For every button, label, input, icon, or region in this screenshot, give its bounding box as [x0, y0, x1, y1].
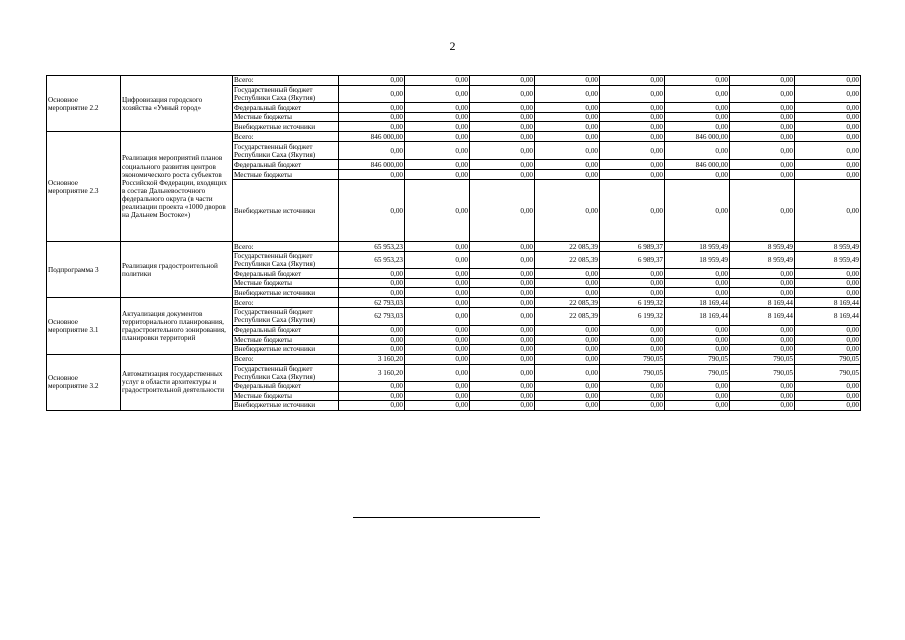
amount-cell: 18 169,44 — [665, 298, 730, 308]
amount-cell: 0,00 — [600, 86, 665, 103]
amount-cell: 0,00 — [405, 288, 470, 298]
funding-source-total: Всего: — [233, 132, 339, 142]
amount-cell: 6 989,37 — [600, 242, 665, 252]
table-row — [47, 76, 861, 86]
amount-cell: 0,00 — [795, 325, 861, 335]
amount-cell: 0,00 — [339, 170, 405, 180]
table-row — [47, 132, 861, 142]
measure-code: Подпрограмма 3 — [47, 242, 121, 298]
amount-cell: 0,00 — [535, 122, 600, 132]
amount-cell: 0,00 — [470, 381, 535, 391]
amount-cell: 0,00 — [535, 86, 600, 103]
amount-cell: 0,00 — [470, 76, 535, 86]
amount-cell: 0,00 — [730, 180, 795, 242]
amount-cell: 62 793,03 — [339, 308, 405, 325]
amount-cell: 6 989,37 — [600, 252, 665, 269]
amount-cell: 0,00 — [470, 269, 535, 279]
amount-cell: 790,05 — [730, 354, 795, 364]
amount-cell: 0,00 — [339, 325, 405, 335]
amount-cell: 0,00 — [535, 325, 600, 335]
amount-cell: 0,00 — [665, 335, 730, 344]
amount-cell: 0,00 — [600, 269, 665, 279]
funding-source-extra-budgetary: Внебюджетные источники — [233, 180, 339, 242]
amount-cell: 0,00 — [535, 180, 600, 242]
page-number: 2 — [449, 39, 456, 53]
amount-cell: 0,00 — [339, 344, 405, 354]
amount-cell: 0,00 — [470, 242, 535, 252]
amount-cell: 0,00 — [795, 335, 861, 344]
amount-cell: 0,00 — [339, 142, 405, 160]
amount-cell: 0,00 — [535, 113, 600, 122]
amount-cell: 0,00 — [795, 344, 861, 354]
amount-cell: 0,00 — [339, 288, 405, 298]
measure-title: Актуализация документов территориального планирования, градостроительного зонирования, планировки территорий — [121, 298, 233, 354]
amount-cell: 0,00 — [405, 122, 470, 132]
amount-cell: 0,00 — [535, 103, 600, 113]
amount-cell: 0,00 — [470, 335, 535, 344]
amount-cell: 0,00 — [405, 76, 470, 86]
measure-title: Автоматизация государственных услуг в области архитектуры и градостроительной деятельности — [121, 354, 233, 410]
amount-cell: 0,00 — [730, 122, 795, 132]
amount-cell: 0,00 — [730, 279, 795, 288]
amount-cell: 0,00 — [665, 170, 730, 180]
amount-cell: 0,00 — [665, 269, 730, 279]
amount-cell: 790,05 — [600, 354, 665, 364]
amount-cell: 0,00 — [600, 113, 665, 122]
amount-cell: 0,00 — [600, 288, 665, 298]
amount-cell: 0,00 — [665, 180, 730, 242]
amount-cell: 0,00 — [339, 113, 405, 122]
amount-cell: 0,00 — [600, 335, 665, 344]
amount-cell: 0,00 — [339, 269, 405, 279]
amount-cell: 0,00 — [339, 86, 405, 103]
amount-cell: 0,00 — [405, 400, 470, 410]
amount-cell: 0,00 — [665, 288, 730, 298]
measure-code: Основное мероприятие 2.3 — [47, 132, 121, 242]
measure-title: Реализация градостроительной политики — [121, 242, 233, 298]
amount-cell: 0,00 — [600, 103, 665, 113]
amount-cell: 0,00 — [470, 354, 535, 364]
amount-cell: 0,00 — [795, 142, 861, 160]
amount-cell: 0,00 — [730, 269, 795, 279]
amount-cell: 0,00 — [730, 381, 795, 391]
amount-cell: 0,00 — [470, 86, 535, 103]
amount-cell: 0,00 — [405, 132, 470, 142]
funding-source-federal-budget: Федеральный бюджет — [233, 325, 339, 335]
amount-cell: 0,00 — [405, 381, 470, 391]
amount-cell: 0,00 — [535, 364, 600, 381]
amount-cell: 0,00 — [730, 170, 795, 180]
amount-cell: 0,00 — [665, 391, 730, 400]
amount-cell: 8 959,49 — [730, 252, 795, 269]
amount-cell: 0,00 — [405, 391, 470, 400]
amount-cell: 0,00 — [665, 122, 730, 132]
amount-cell: 0,00 — [470, 308, 535, 325]
amount-cell: 0,00 — [470, 180, 535, 242]
funding-source-federal-budget: Федеральный бюджет — [233, 381, 339, 391]
funding-source-regional-budget: Государственный бюджет Республики Саха (Якутия) — [233, 364, 339, 381]
amount-cell: 8 169,44 — [795, 298, 861, 308]
amount-cell: 0,00 — [535, 132, 600, 142]
amount-cell: 0,00 — [665, 142, 730, 160]
amount-cell: 0,00 — [730, 86, 795, 103]
amount-cell: 790,05 — [795, 364, 861, 381]
amount-cell: 0,00 — [795, 180, 861, 242]
amount-cell: 0,00 — [405, 180, 470, 242]
amount-cell: 0,00 — [795, 76, 861, 86]
amount-cell: 22 085,39 — [535, 242, 600, 252]
amount-cell: 0,00 — [535, 391, 600, 400]
amount-cell: 0,00 — [470, 391, 535, 400]
amount-cell: 0,00 — [405, 298, 470, 308]
funding-source-extra-budgetary: Внебюджетные источники — [233, 344, 339, 354]
measure-code: Основное мероприятие 3.2 — [47, 354, 121, 410]
amount-cell: 0,00 — [535, 76, 600, 86]
funding-source-total: Всего: — [233, 354, 339, 364]
amount-cell: 0,00 — [470, 279, 535, 288]
amount-cell: 0,00 — [795, 381, 861, 391]
amount-cell: 0,00 — [600, 132, 665, 142]
amount-cell: 0,00 — [405, 113, 470, 122]
amount-cell: 0,00 — [730, 344, 795, 354]
amount-cell: 0,00 — [339, 279, 405, 288]
funding-source-regional-budget: Государственный бюджет Республики Саха (Якутия) — [233, 308, 339, 325]
amount-cell: 0,00 — [470, 364, 535, 381]
amount-cell: 0,00 — [470, 400, 535, 410]
amount-cell: 0,00 — [730, 113, 795, 122]
amount-cell: 846 000,00 — [665, 160, 730, 170]
funding-source-total: Всего: — [233, 242, 339, 252]
funding-source-total: Всего: — [233, 298, 339, 308]
amount-cell: 18 959,49 — [665, 242, 730, 252]
amount-cell: 790,05 — [730, 364, 795, 381]
amount-cell: 0,00 — [470, 325, 535, 335]
funding-source-local-budgets: Местные бюджеты — [233, 335, 339, 344]
measure-title: Реализация мероприятий планов социального развития центров экономического роста субъектов Российской Федерации, входящих в состав Дальневосточного федерального округа (в части реализации проекта «1000 дворов на Дальнем Востоке») — [121, 132, 233, 242]
amount-cell: 0,00 — [470, 170, 535, 180]
footer-separator-line — [353, 517, 540, 518]
amount-cell: 0,00 — [730, 335, 795, 344]
amount-cell: 22 085,39 — [535, 252, 600, 269]
amount-cell: 790,05 — [600, 364, 665, 381]
amount-cell: 0,00 — [470, 113, 535, 122]
amount-cell: 62 793,03 — [339, 298, 405, 308]
amount-cell: 0,00 — [470, 142, 535, 160]
amount-cell: 0,00 — [405, 308, 470, 325]
amount-cell: 22 085,39 — [535, 308, 600, 325]
amount-cell: 0,00 — [730, 132, 795, 142]
amount-cell: 3 160,20 — [339, 364, 405, 381]
table-row — [47, 298, 861, 308]
amount-cell: 0,00 — [600, 325, 665, 335]
amount-cell: 0,00 — [405, 86, 470, 103]
amount-cell: 0,00 — [535, 288, 600, 298]
amount-cell: 0,00 — [600, 400, 665, 410]
amount-cell: 846 000,00 — [339, 160, 405, 170]
amount-cell: 0,00 — [405, 170, 470, 180]
amount-cell: 790,05 — [665, 354, 730, 364]
amount-cell: 8 959,49 — [795, 242, 861, 252]
funding-source-local-budgets: Местные бюджеты — [233, 279, 339, 288]
funding-source-total: Всего: — [233, 76, 339, 86]
amount-cell: 8 169,44 — [730, 308, 795, 325]
amount-cell: 0,00 — [665, 325, 730, 335]
amount-cell: 790,05 — [795, 354, 861, 364]
amount-cell: 0,00 — [665, 400, 730, 410]
amount-cell: 0,00 — [730, 325, 795, 335]
amount-cell: 0,00 — [795, 122, 861, 132]
funding-source-regional-budget: Государственный бюджет Республики Саха (Якутия) — [233, 86, 339, 103]
amount-cell: 0,00 — [339, 391, 405, 400]
amount-cell: 0,00 — [795, 113, 861, 122]
amount-cell: 0,00 — [535, 142, 600, 160]
amount-cell: 0,00 — [339, 103, 405, 113]
amount-cell: 0,00 — [600, 279, 665, 288]
amount-cell: 0,00 — [405, 252, 470, 269]
funding-source-extra-budgetary: Внебюджетные источники — [233, 400, 339, 410]
amount-cell: 0,00 — [730, 76, 795, 86]
measure-code: Основное мероприятие 3.1 — [47, 298, 121, 354]
amount-cell: 0,00 — [535, 160, 600, 170]
amount-cell: 0,00 — [339, 400, 405, 410]
amount-cell: 0,00 — [795, 391, 861, 400]
amount-cell: 0,00 — [730, 391, 795, 400]
funding-source-local-budgets: Местные бюджеты — [233, 113, 339, 122]
funding-source-federal-budget: Федеральный бюджет — [233, 269, 339, 279]
amount-cell: 0,00 — [470, 298, 535, 308]
amount-cell: 0,00 — [470, 344, 535, 354]
funding-source-regional-budget: Государственный бюджет Республики Саха (Якутия) — [233, 252, 339, 269]
amount-cell: 6 199,32 — [600, 298, 665, 308]
amount-cell: 0,00 — [795, 86, 861, 103]
amount-cell: 0,00 — [795, 269, 861, 279]
amount-cell: 0,00 — [339, 122, 405, 132]
amount-cell: 0,00 — [535, 354, 600, 364]
table-row — [47, 242, 861, 252]
funding-source-regional-budget: Государственный бюджет Республики Саха (Якутия) — [233, 142, 339, 160]
amount-cell: 0,00 — [600, 344, 665, 354]
amount-cell: 0,00 — [339, 76, 405, 86]
amount-cell: 0,00 — [405, 344, 470, 354]
amount-cell: 0,00 — [535, 279, 600, 288]
amount-cell: 0,00 — [405, 242, 470, 252]
budget-table — [46, 75, 861, 411]
amount-cell: 0,00 — [600, 170, 665, 180]
funding-source-federal-budget: Федеральный бюджет — [233, 160, 339, 170]
amount-cell: 0,00 — [535, 269, 600, 279]
amount-cell: 0,00 — [795, 170, 861, 180]
funding-source-local-budgets: Местные бюджеты — [233, 391, 339, 400]
amount-cell: 0,00 — [339, 335, 405, 344]
amount-cell: 0,00 — [470, 252, 535, 269]
funding-source-extra-budgetary: Внебюджетные источники — [233, 122, 339, 132]
measure-title: Цифровизация городского хозяйства «Умный город» — [121, 76, 233, 132]
amount-cell: 6 199,32 — [600, 308, 665, 325]
amount-cell: 0,00 — [405, 335, 470, 344]
amount-cell: 0,00 — [600, 391, 665, 400]
amount-cell: 0,00 — [730, 400, 795, 410]
amount-cell: 0,00 — [470, 288, 535, 298]
amount-cell: 0,00 — [730, 103, 795, 113]
amount-cell: 0,00 — [405, 142, 470, 160]
amount-cell: 18 959,49 — [665, 252, 730, 269]
amount-cell: 0,00 — [405, 364, 470, 381]
amount-cell: 8 169,44 — [730, 298, 795, 308]
amount-cell: 0,00 — [665, 279, 730, 288]
amount-cell: 0,00 — [665, 86, 730, 103]
table-row — [47, 354, 861, 364]
amount-cell: 0,00 — [470, 103, 535, 113]
amount-cell: 3 160,20 — [339, 354, 405, 364]
amount-cell: 0,00 — [665, 381, 730, 391]
amount-cell: 0,00 — [339, 381, 405, 391]
amount-cell: 0,00 — [339, 180, 405, 242]
amount-cell: 0,00 — [470, 160, 535, 170]
amount-cell: 18 169,44 — [665, 308, 730, 325]
amount-cell: 0,00 — [795, 132, 861, 142]
amount-cell: 65 953,23 — [339, 252, 405, 269]
amount-cell: 0,00 — [730, 142, 795, 160]
funding-source-local-budgets: Местные бюджеты — [233, 170, 339, 180]
amount-cell: 0,00 — [535, 335, 600, 344]
amount-cell: 846 000,00 — [665, 132, 730, 142]
amount-cell: 0,00 — [405, 103, 470, 113]
amount-cell: 0,00 — [730, 160, 795, 170]
amount-cell: 0,00 — [665, 113, 730, 122]
amount-cell: 0,00 — [600, 122, 665, 132]
amount-cell: 0,00 — [600, 76, 665, 86]
amount-cell: 0,00 — [535, 344, 600, 354]
amount-cell: 22 085,39 — [535, 298, 600, 308]
amount-cell: 0,00 — [730, 288, 795, 298]
amount-cell: 8 959,49 — [730, 242, 795, 252]
amount-cell: 0,00 — [535, 170, 600, 180]
amount-cell: 0,00 — [535, 381, 600, 391]
amount-cell: 0,00 — [795, 103, 861, 113]
amount-cell: 0,00 — [405, 325, 470, 335]
amount-cell: 0,00 — [600, 142, 665, 160]
amount-cell: 8 169,44 — [795, 308, 861, 325]
amount-cell: 0,00 — [405, 279, 470, 288]
amount-cell: 0,00 — [665, 103, 730, 113]
amount-cell: 0,00 — [600, 180, 665, 242]
amount-cell: 0,00 — [405, 354, 470, 364]
amount-cell: 0,00 — [600, 160, 665, 170]
amount-cell: 0,00 — [405, 160, 470, 170]
amount-cell: 0,00 — [600, 381, 665, 391]
amount-cell: 0,00 — [795, 279, 861, 288]
amount-cell: 0,00 — [665, 344, 730, 354]
amount-cell: 8 959,49 — [795, 252, 861, 269]
amount-cell: 0,00 — [795, 160, 861, 170]
funding-source-federal-budget: Федеральный бюджет — [233, 103, 339, 113]
amount-cell: 0,00 — [470, 122, 535, 132]
measure-code: Основное мероприятие 2.2 — [47, 76, 121, 132]
amount-cell: 0,00 — [470, 132, 535, 142]
funding-source-extra-budgetary: Внебюджетные источники — [233, 288, 339, 298]
amount-cell: 846 000,00 — [339, 132, 405, 142]
amount-cell: 0,00 — [535, 400, 600, 410]
amount-cell: 0,00 — [795, 400, 861, 410]
amount-cell: 65 953,23 — [339, 242, 405, 252]
amount-cell: 0,00 — [665, 76, 730, 86]
amount-cell: 790,05 — [665, 364, 730, 381]
amount-cell: 0,00 — [405, 269, 470, 279]
amount-cell: 0,00 — [795, 288, 861, 298]
